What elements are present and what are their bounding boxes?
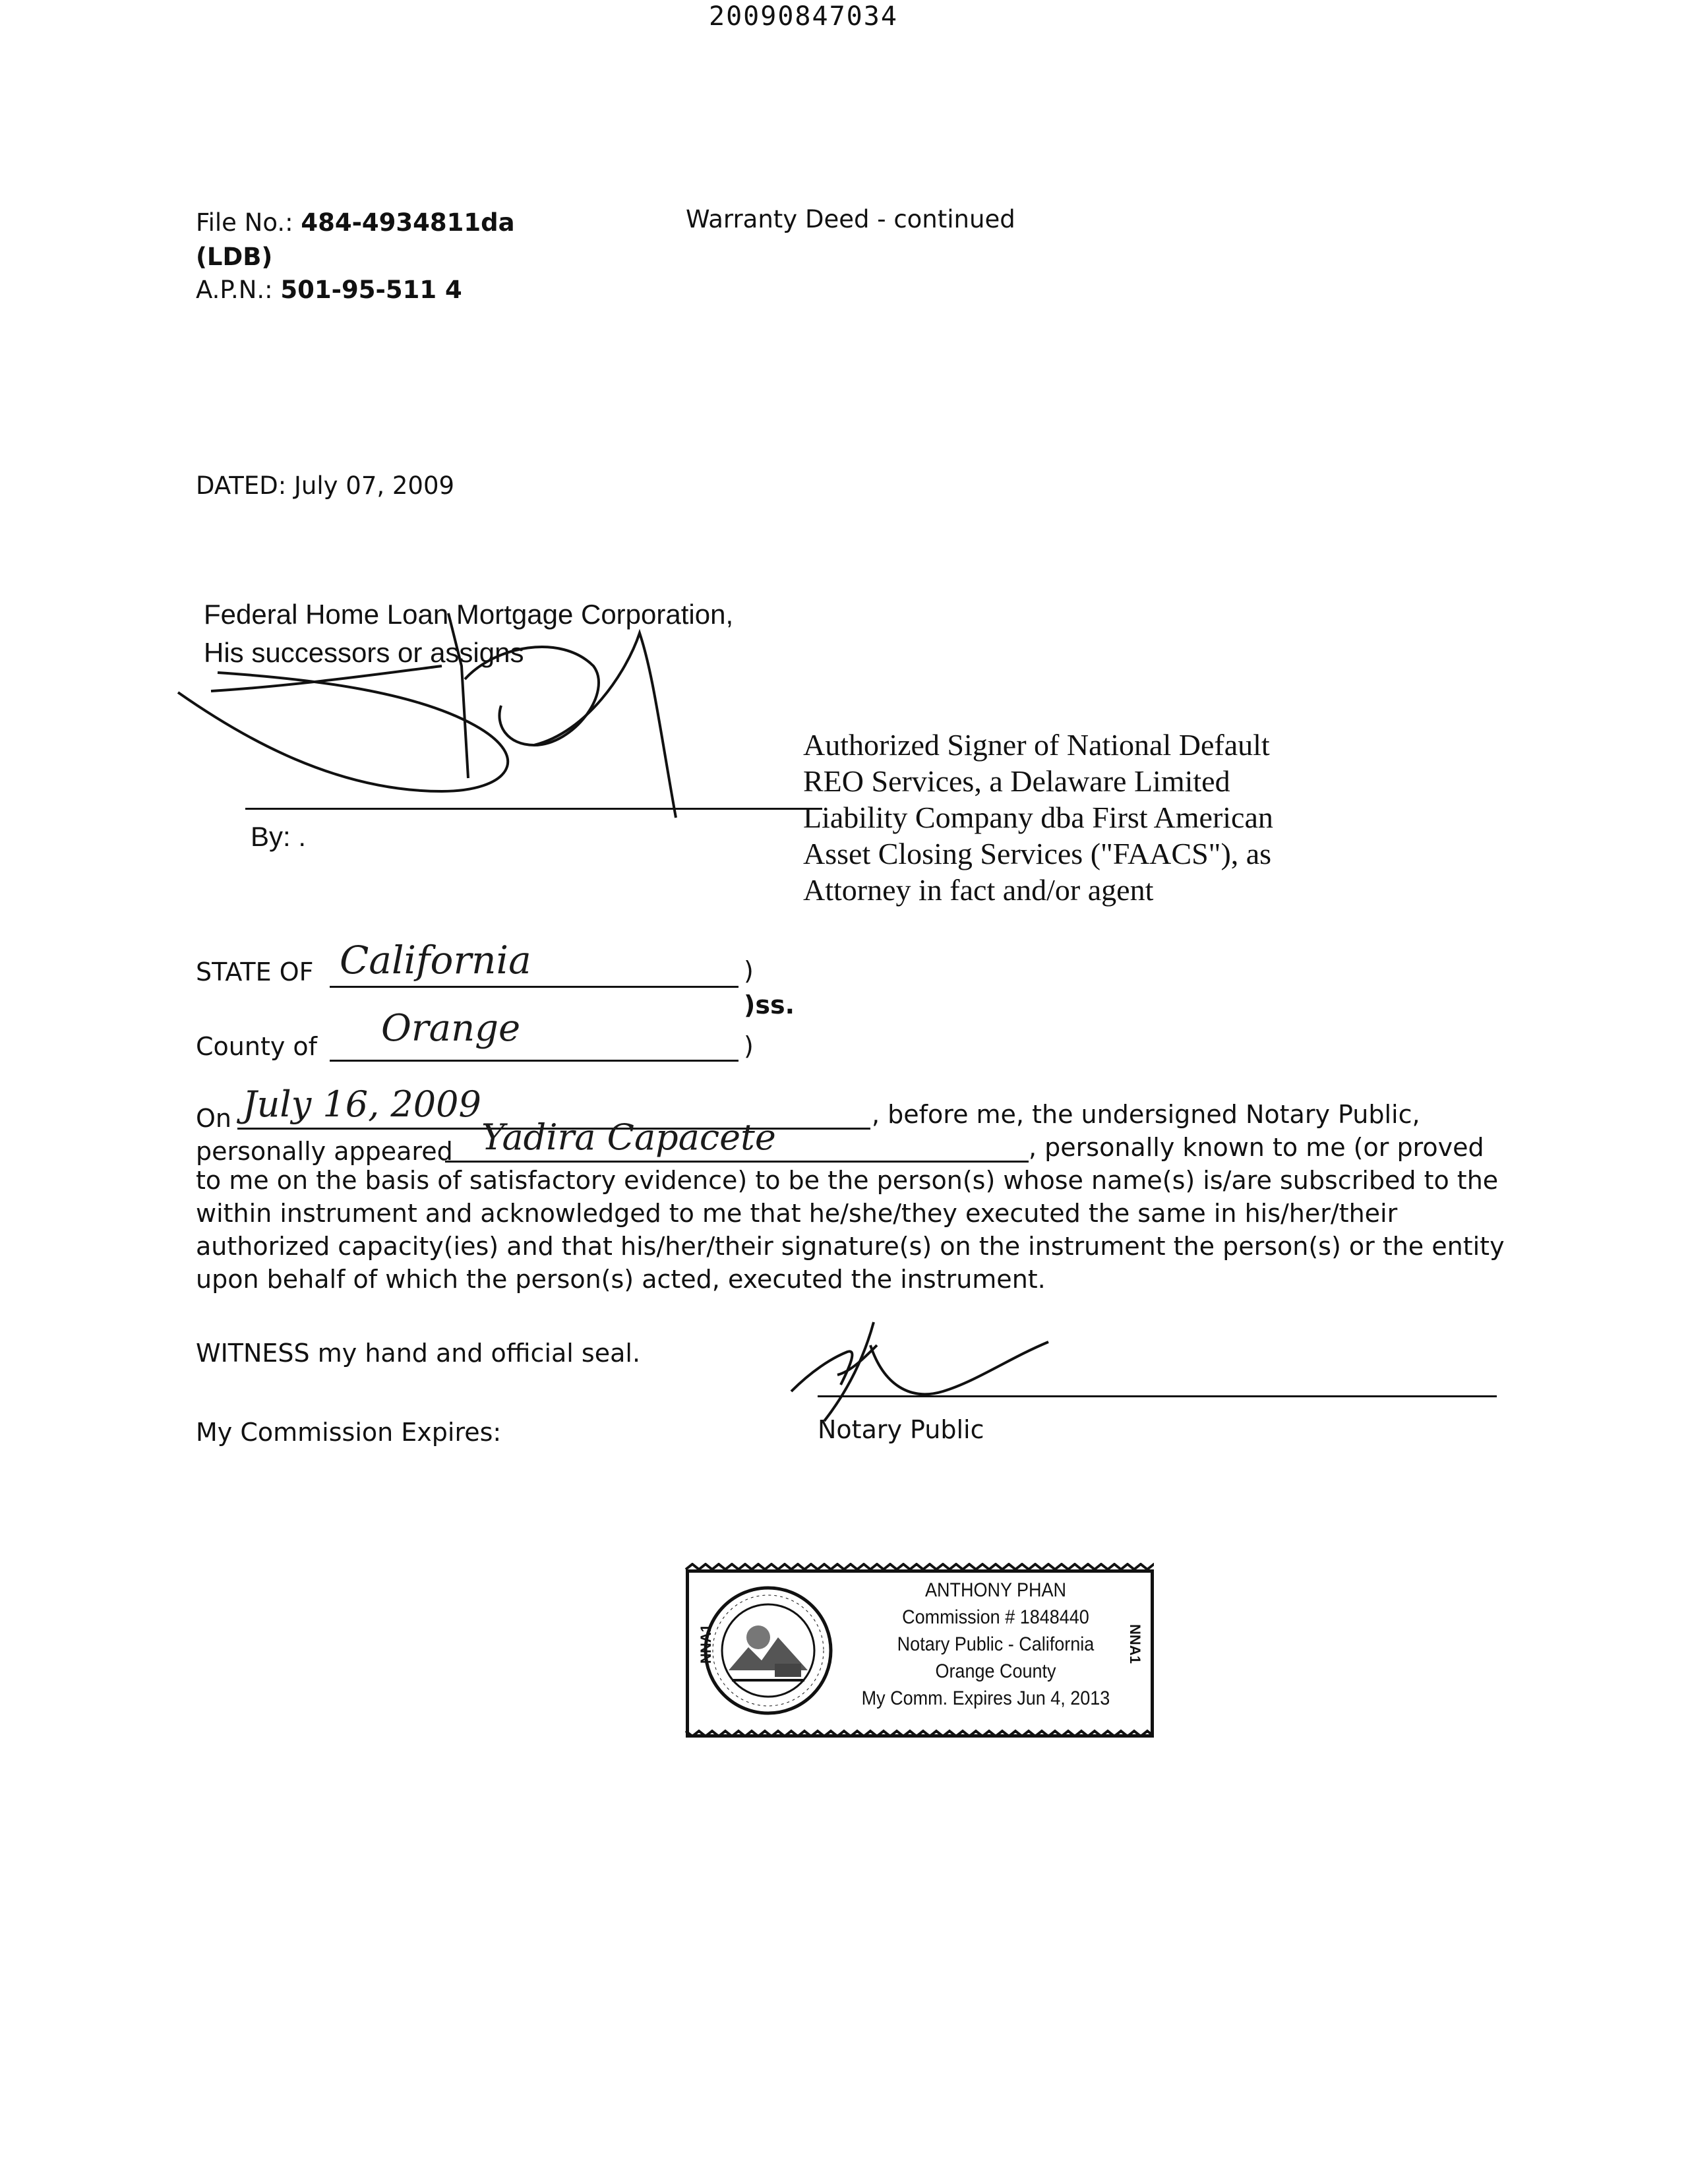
seal-side-code-right: NNA1 (1127, 1624, 1144, 1664)
commission-expires-label: My Commission Expires: (196, 1418, 502, 1447)
document-number: 20090847034 (709, 1, 898, 32)
ack-appeared-underline (445, 1161, 1029, 1163)
ack-line1-rest: , before me, the undersigned Notary Public, (872, 1100, 1420, 1129)
seal-notary-name: ANTHONY PHAN (924, 1579, 1067, 1601)
notary-signature (785, 1319, 1062, 1424)
seal-commission-number: Commission # 1848440 (902, 1606, 1089, 1628)
seal-notary-title: Notary Public - California (897, 1633, 1095, 1655)
document-title: Warranty Deed - continued (686, 205, 1015, 233)
grantor-successors: His successors or assigns (204, 637, 524, 668)
notary-signature-line (818, 1395, 1497, 1397)
apn-label: A.P.N.: (196, 276, 273, 304)
notary-public-label: Notary Public (818, 1415, 984, 1444)
seal-side-code-left: NNA1 (697, 1624, 714, 1664)
seal-serrated-border (679, 1563, 1154, 1738)
grantor-signature-line (245, 808, 822, 810)
dated-line (196, 471, 454, 500)
seal-expiration: My Comm. Expires Jun 4, 2013 (861, 1687, 1110, 1709)
grantor-signature (165, 593, 692, 831)
seal-county: Orange County (935, 1660, 1056, 1682)
apn-line (196, 276, 462, 304)
file-number-line (196, 208, 515, 237)
dated-label: DATED: (196, 471, 287, 500)
county-value: Orange (381, 1007, 521, 1050)
apn-value: 501-95-511 4 (280, 276, 462, 304)
county-label: County of (196, 1032, 318, 1061)
venue-ss: )ss. (744, 990, 795, 1019)
venue-paren-1: ) (744, 956, 754, 985)
file-no-value: 484-4934811da (301, 208, 515, 237)
venue-paren-2: ) (744, 1031, 754, 1060)
signer-stamp-line4: Asset Closing Services ("FAACS"), as (803, 837, 1272, 870)
ack-line3: to me on the basis of satisfactory evidence) to be the person(s) whose name(s) is/are subscribed to the (196, 1166, 1499, 1195)
ack-line6: upon behalf of which the person(s) acted, executed the instrument. (196, 1265, 1046, 1294)
state-underline (330, 986, 738, 988)
ack-line4: within instrument and acknowledged to me that he/she/they executed the same in his/her/their (196, 1199, 1398, 1228)
state-value: California (340, 938, 531, 983)
dated-value: July 07, 2009 (293, 471, 455, 500)
ack-appeared-value: Yadira Capacete (481, 1116, 776, 1158)
ack-on-label: On (196, 1104, 231, 1133)
ack-line2-rest: , personally known to me (or proved (1029, 1133, 1484, 1162)
signer-stamp-line1: Authorized Signer of National Default (803, 728, 1270, 762)
signer-stamp-line3: Liability Company dba First American (803, 801, 1273, 834)
ack-appeared-label: personally appeared (196, 1137, 453, 1166)
witness-statement: WITNESS my hand and official seal. (196, 1339, 641, 1368)
state-label: STATE OF (196, 957, 314, 986)
file-no-label: File No.: (196, 208, 293, 237)
ack-line5: authorized capacity(ies) and that his/her/their signature(s) on the instrument the person(s) or the entity (196, 1232, 1505, 1261)
ack-date-value: July 16, 2009 (243, 1083, 481, 1125)
file-no-suffix: (LDB) (196, 243, 273, 271)
by-label: By: . (251, 821, 307, 852)
signer-stamp-line2: REO Services, a Delaware Limited (803, 764, 1230, 798)
grantor-name: Federal Home Loan Mortgage Corporation, (204, 599, 734, 630)
county-underline (330, 1060, 738, 1062)
signer-stamp-line5: Attorney in fact and/or agent (803, 873, 1154, 907)
